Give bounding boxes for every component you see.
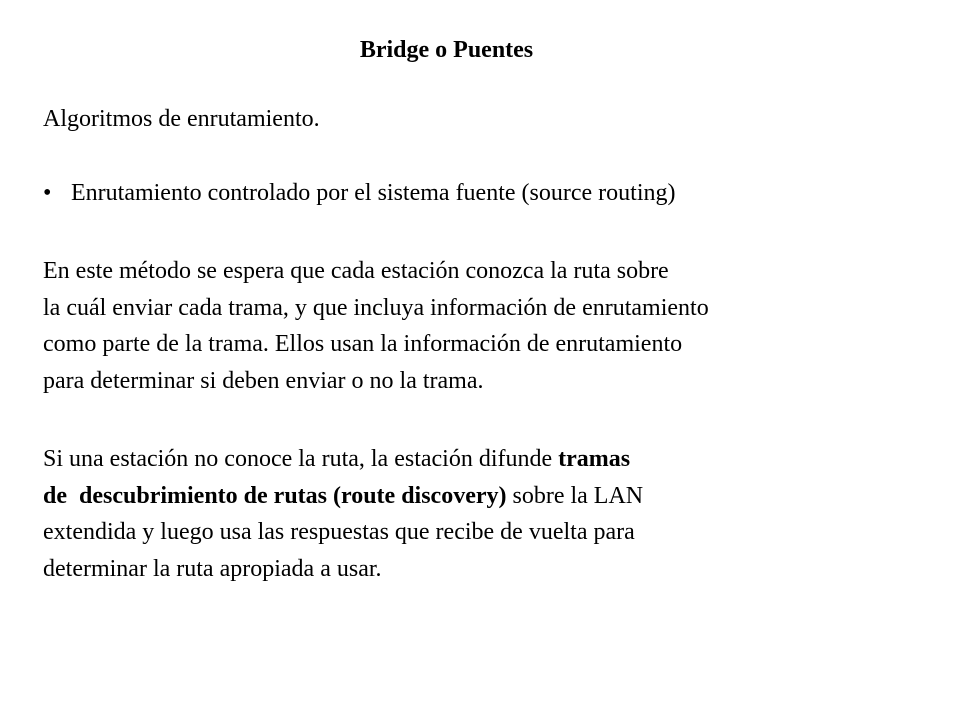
text-run: Si una estación no conoce la ruta, la estación difunde	[43, 446, 559, 472]
bullet-text: Enrutamiento controlado por el sistema fuente (source routing)	[71, 180, 676, 206]
text-run: sobre la LAN	[506, 482, 644, 509]
slide-title: Bridge o Puentes	[359, 37, 534, 63]
paragraph-line: En este método se espera que cada estación conozca la ruta sobre	[43, 258, 669, 284]
paragraph-line: extendida y luego usa las respuestas que recibe de vuelta para	[43, 519, 635, 546]
paragraph-route-discovery	[43, 441, 643, 587]
bullet-item	[43, 175, 675, 211]
paragraph-line: para determinar si deben enviar o no la trama.	[43, 367, 484, 394]
bullet-icon: •	[43, 180, 52, 206]
bold-term: tramas	[558, 446, 631, 472]
paragraph-line: determinar la ruta apropiada a usar.	[43, 555, 382, 582]
paragraph-source-routing	[43, 253, 709, 399]
section-heading: Algoritmos de enrutamiento.	[43, 106, 320, 132]
paragraph-line: como parte de la trama. Ellos usan la información de enrutamiento	[43, 331, 683, 358]
bold-term: de descubrimiento de rutas (route discovery)	[43, 482, 507, 509]
paragraph-line	[43, 478, 643, 515]
paragraph-line	[43, 441, 643, 478]
paragraph-line: la cuál enviar cada trama, y que incluya información de enrutamiento	[43, 294, 709, 321]
